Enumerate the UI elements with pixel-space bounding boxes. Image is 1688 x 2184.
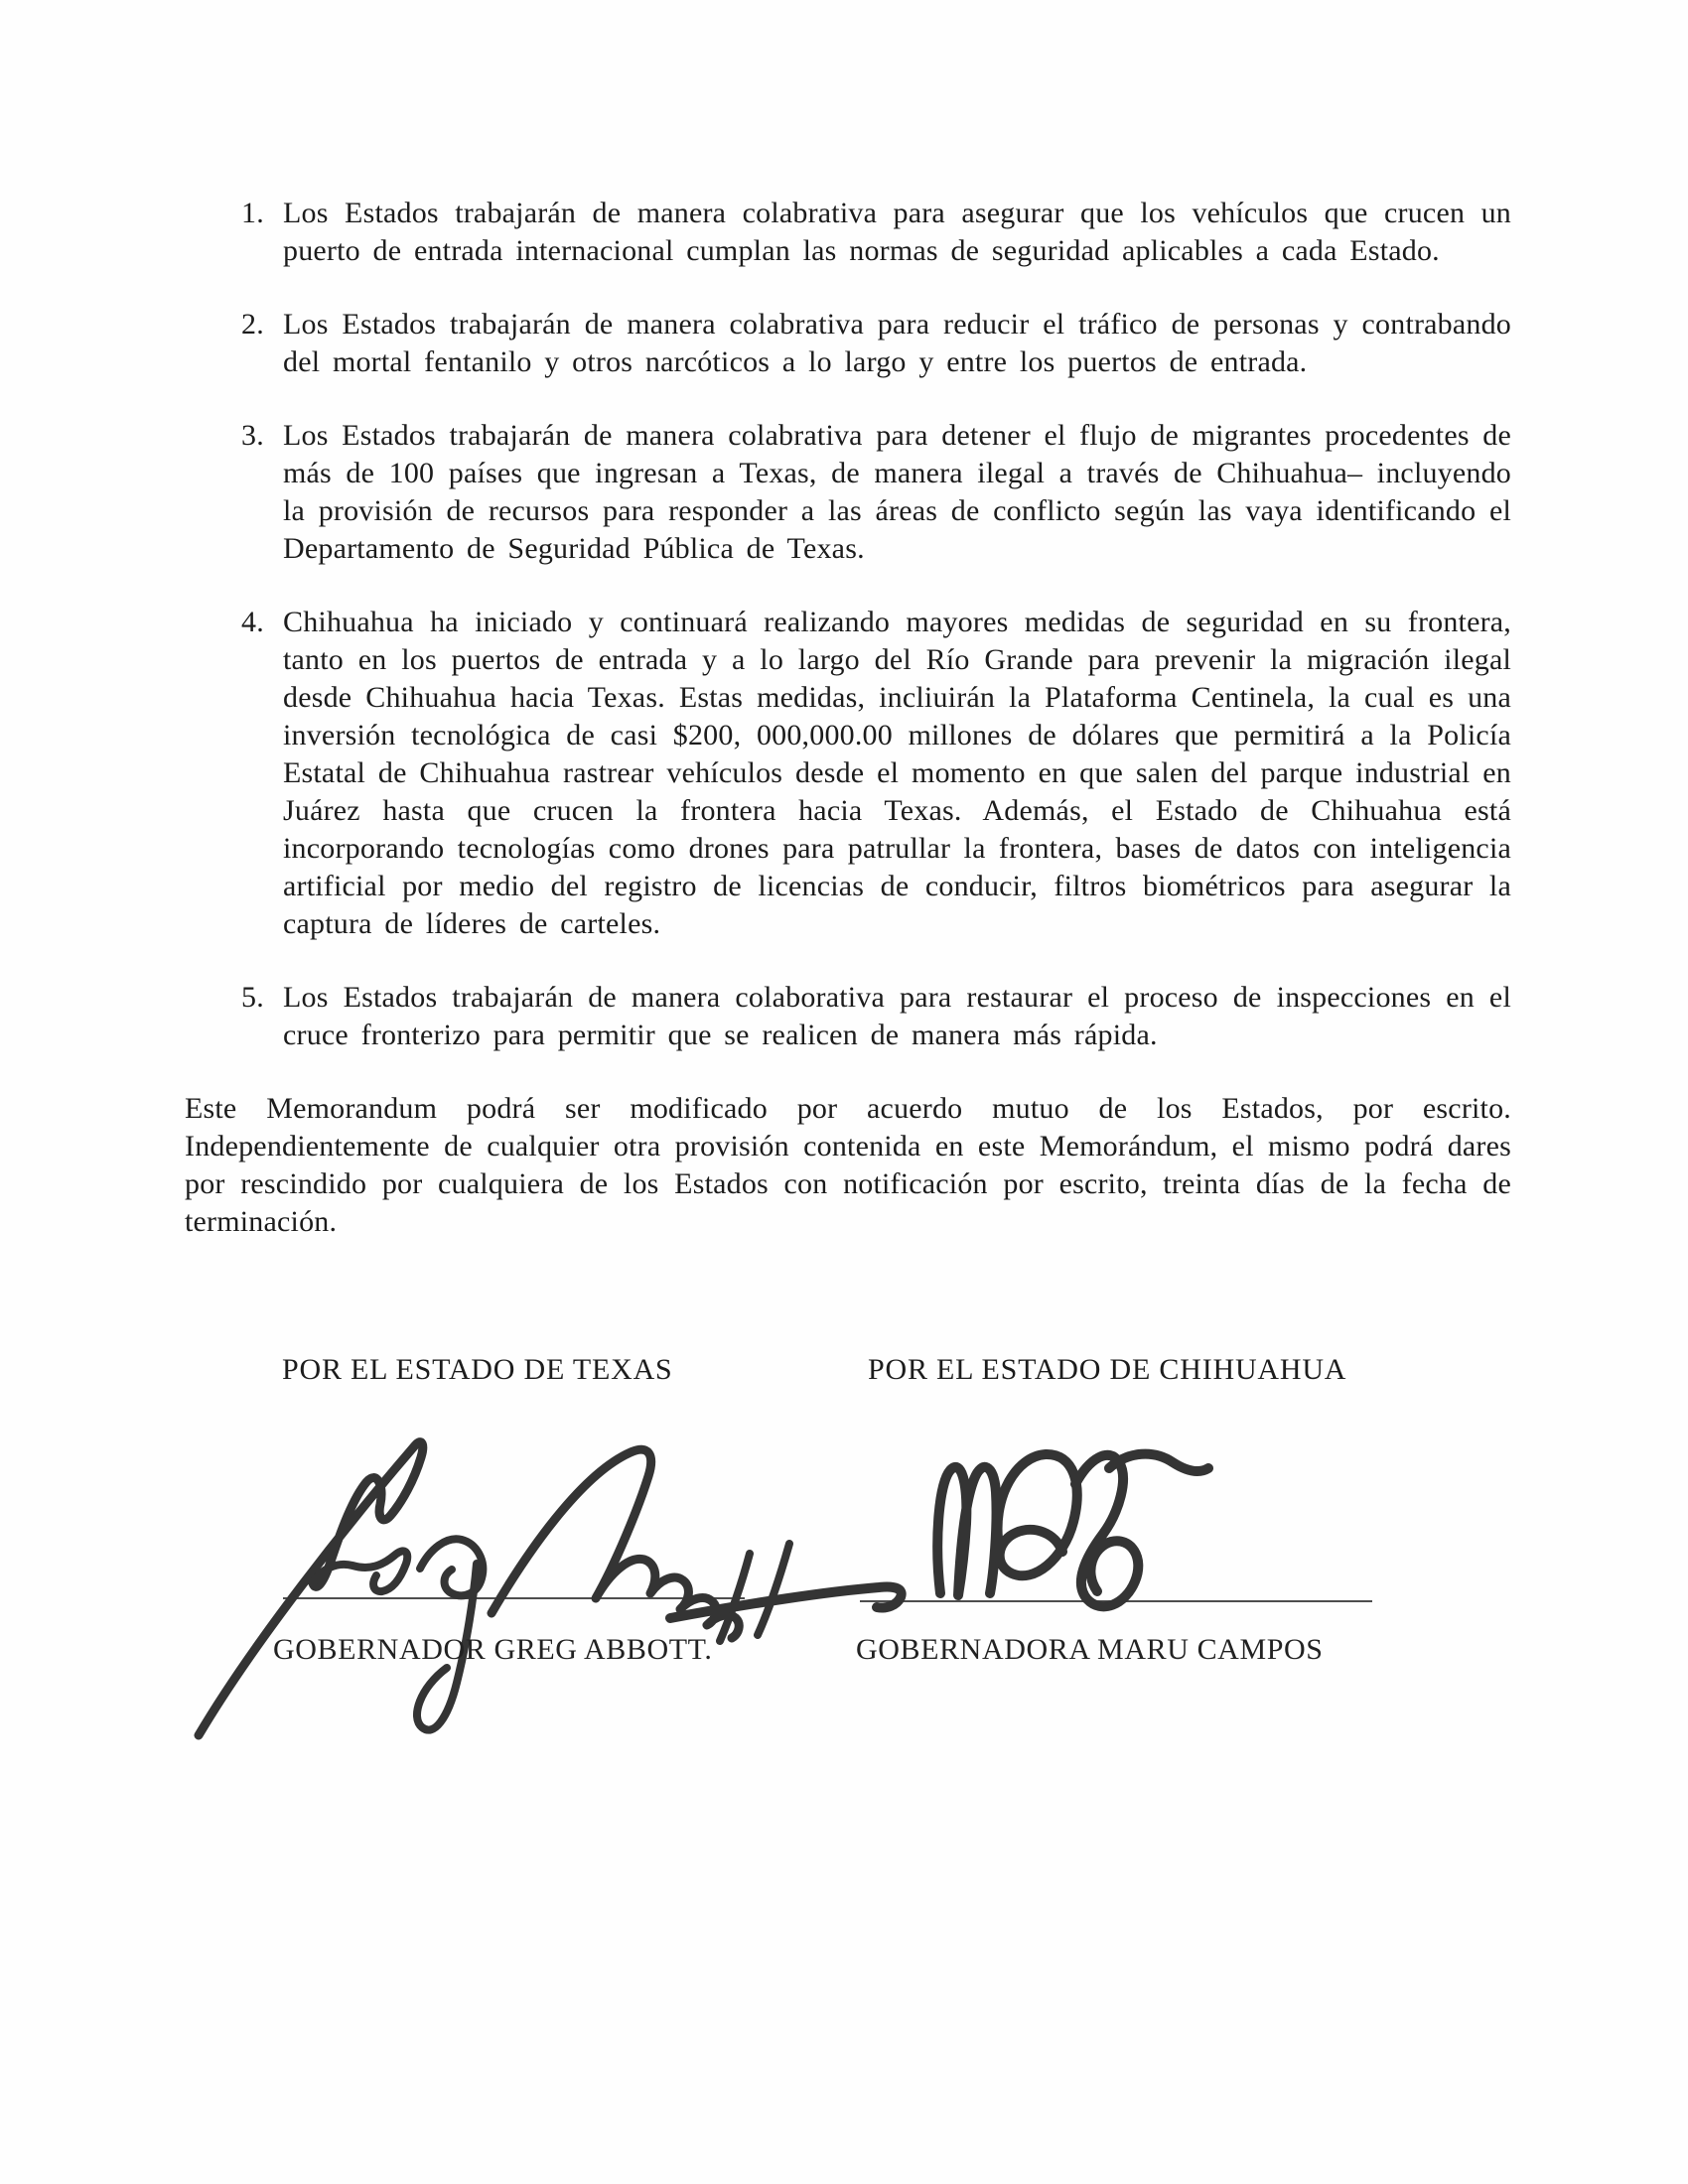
list-item-text: Los Estados trabajarán de manera colabrativa para asegurar que los vehículos que crucen un puerto de entrada internacional cumplan las normas de seguridad aplicables a cada Estado. <box>283 197 1511 267</box>
list-item <box>185 306 1511 381</box>
chihuahua-signature-heading: POR EL ESTADO DE CHIHUAHUA <box>868 1353 1347 1386</box>
list-item-number: 1. <box>241 197 264 229</box>
greg-abbott-signature <box>154 1415 909 1752</box>
list-item-text: Los Estados trabajarán de manera colaborativa para restaurar el proceso de inspecciones en el cruce fronterizo para permitir que se realicen de manera más rápida. <box>283 981 1511 1051</box>
list-item <box>185 979 1511 1054</box>
texas-signer-name: GOBERNADOR GREG ABBOTT. <box>273 1633 713 1666</box>
texas-signature-line <box>283 1597 745 1599</box>
list-item-text: Chihuahua ha iniciado y continuará realizando mayores medidas de seguridad en su frontera, tanto en los puertos de entrada y a lo largo del Río Grande para prevenir la migración ilegal desde Chihuahua hacia Texas. Estas medidas, incliuirán la Plataforma Centinela, la cual es una inversión tecnológica de casi $200, 000,000.00 millones de dólares que permitirá a la Policía Estatal de Chihuahua rastrear vehículos desde el momento en que salen del parque industrial en Juárez hasta que crucen la frontera hacia Texas. Además, el Estado de Chihuahua está incorporando tecnologías como drones para patrullar la frontera, bases de datos con inteligencia artificial por medio del registro de licencias de conducir, filtros biométricos para asegurar la captura de líderes de carteles. <box>283 606 1511 940</box>
list-item-number: 4. <box>241 606 264 638</box>
texas-signature-heading: POR EL ESTADO DE TEXAS <box>282 1353 673 1386</box>
chihuahua-signer-name: GOBERNADORA MARU CAMPOS <box>856 1633 1324 1666</box>
list-item <box>185 417 1511 568</box>
maru-campos-signature <box>928 1434 1216 1618</box>
list-item <box>185 195 1511 270</box>
list-item-text: Los Estados trabajarán de manera colabrativa para reducir el tráfico de personas y contrabando del mortal fentanilo y otros narcóticos a lo largo y entre los puertos de entrada. <box>283 308 1511 378</box>
document-body <box>185 195 1511 1271</box>
list-item-text: Los Estados trabajarán de manera colabrativa para detener el flujo de migrantes procedentes de más de 100 países que ingresan a Texas, de manera ilegal a través de Chihuahua– incluyendo la provisión de recursos para responder a las áreas de conflicto según las vaya identificando el Departamento de Seguridad Pública de Texas. <box>283 419 1511 565</box>
closing-paragraph: Este Memorandum podrá ser modificado por acuerdo mutuo de los Estados, por escrito. Independientemente de cualquier otra provisión contenida en este Memorándum, el mismo podrá dares por rescindido por cualquiera de los Estados con notificación por escrito, treinta días de la fecha de terminación. <box>185 1092 1511 1238</box>
list-item-number: 5. <box>241 981 264 1014</box>
list-item <box>185 604 1511 943</box>
list-item-number: 3. <box>241 419 264 452</box>
list-item-number: 2. <box>241 308 264 341</box>
chihuahua-signature-line <box>860 1600 1372 1602</box>
